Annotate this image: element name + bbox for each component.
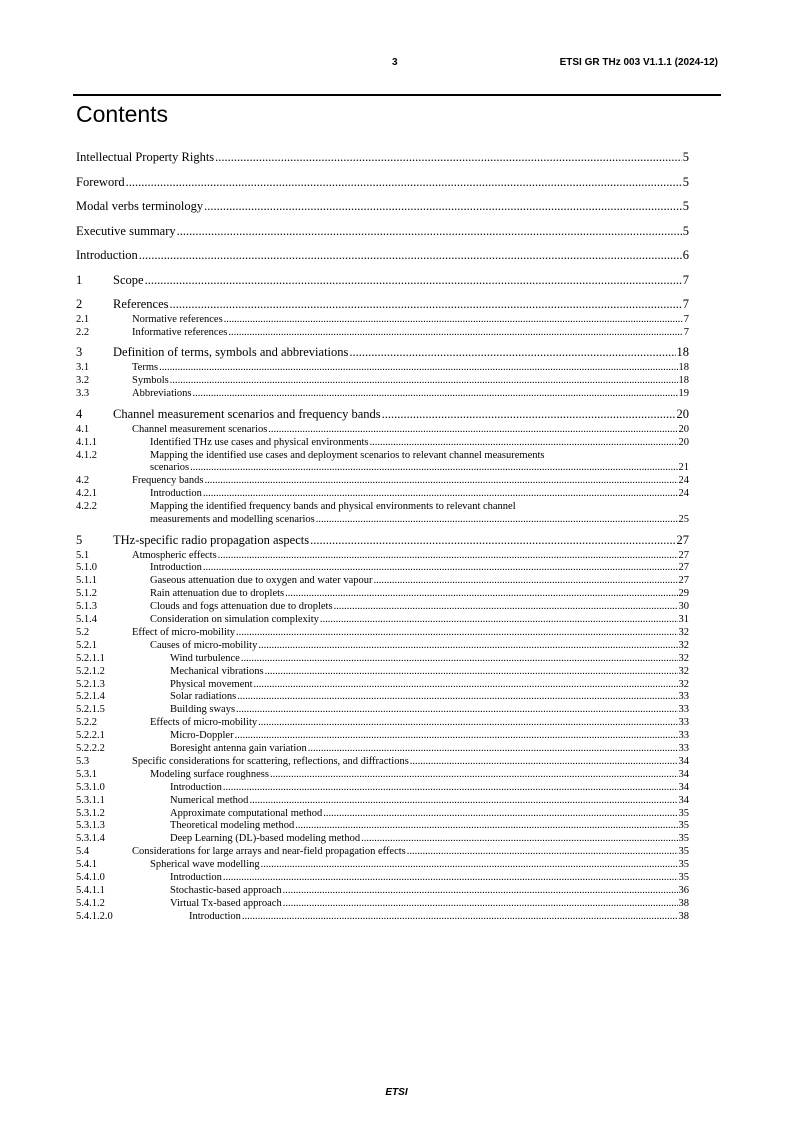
toc-entry-title: Modeling surface roughness	[150, 768, 269, 780]
toc-entry[interactable]	[76, 314, 689, 325]
toc-entry-page: 6	[682, 248, 689, 262]
toc-dot-leader	[283, 898, 678, 909]
toc-entry-number: 5.4.1.0	[76, 872, 105, 883]
header-page-number: 3	[392, 57, 398, 68]
toc-dot-leader	[268, 424, 677, 435]
toc-entry-number: 4.1.1	[76, 436, 97, 448]
toc-entry-title: Mechanical vibrations	[170, 665, 264, 677]
toc-entry-page: 20	[678, 423, 689, 435]
toc-entry-title: Numerical method	[170, 794, 249, 806]
toc-entry[interactable]	[76, 175, 689, 190]
toc-entry-title: Channel measurement scenarios and frequency bands	[113, 406, 381, 421]
toc-entry-number: 5.3.1.0	[76, 781, 105, 793]
toc-dot-leader	[126, 175, 682, 190]
toc-entry-title: Gaseous attenuation due to oxygen and water vapour	[150, 575, 373, 587]
toc-entry[interactable]	[76, 653, 689, 664]
toc-entry-page: 35	[678, 872, 689, 883]
toc-entry-number: 4	[76, 406, 83, 421]
toc-entry[interactable]	[76, 150, 689, 165]
toc-entry[interactable]	[76, 407, 689, 422]
table-of-contents	[76, 0, 689, 1122]
toc-entry-page: 27	[676, 532, 689, 547]
toc-entry-number: 5.1.1	[76, 575, 97, 587]
toc-entry-number: 5.1.4	[76, 614, 97, 625]
toc-entry[interactable]	[76, 614, 689, 625]
toc-entry-number: 5.4.1.2.0	[76, 910, 113, 922]
toc-entry[interactable]	[76, 273, 689, 288]
toc-entry-number: 5.4.1.1	[76, 884, 105, 896]
toc-dot-leader	[215, 150, 682, 165]
toc-entry-title: Identified THz use cases and physical environments	[150, 436, 369, 448]
toc-entry-title: Approximate computational method	[170, 807, 323, 819]
toc-entry-number: 5.2.1.3	[76, 678, 105, 690]
toc-dot-leader	[407, 846, 678, 857]
toc-entry-number: 5.2	[76, 626, 90, 638]
toc-dot-leader	[373, 575, 677, 586]
toc-entry-number: 3.2	[76, 375, 90, 387]
toc-entry-page: 19	[678, 388, 689, 400]
toc-entry-number: 5.2.1	[76, 639, 97, 651]
toc-entry-page: 33	[678, 691, 689, 703]
toc-entry-number: 5.1.2	[76, 588, 97, 600]
toc-dot-leader	[235, 730, 678, 741]
toc-dot-leader	[249, 795, 677, 806]
toc-dot-leader	[228, 327, 682, 338]
toc-entry[interactable]	[76, 388, 689, 399]
toc-entry[interactable]	[76, 627, 689, 638]
toc-entry-number: 3	[76, 345, 83, 360]
toc-entry-title: Symbols	[132, 375, 169, 387]
toc-entry-number: 5.2.2.1	[76, 730, 105, 742]
toc-entry-page: 32	[678, 678, 689, 690]
toc-entry-title: Micro-Doppler	[170, 730, 234, 742]
toc-dot-leader	[310, 533, 675, 548]
toc-entry-title: Effect of micro-mobility	[132, 626, 236, 638]
toc-entry-title: Consideration on simulation complexity	[150, 614, 319, 625]
toc-entry-number: 5.2.1.2	[76, 665, 105, 677]
toc-entry-page: 33	[678, 743, 689, 754]
toc-entry[interactable]	[76, 488, 689, 499]
toc-entry-number: 5.1.3	[76, 601, 97, 613]
toc-entry-title-continued: scenarios	[150, 462, 190, 474]
toc-dot-leader	[203, 562, 678, 573]
toc-entry-number: 5.4.1.2	[76, 897, 105, 909]
toc-entry-title: Virtual Tx-based approach	[170, 897, 282, 909]
toc-entry-title: Informative references	[132, 326, 228, 338]
toc-dot-leader	[237, 691, 677, 702]
toc-entry-title: Mapping the identified frequency bands and physical environments to relevant channel	[150, 501, 516, 513]
toc-entry[interactable]	[76, 820, 689, 831]
toc-entry-title: Frequency bands	[132, 475, 204, 487]
toc-entry-number: 5.3.1.3	[76, 820, 105, 832]
toc-entry-title: Executive summary	[76, 223, 176, 238]
header-document-id: ETSI GR THz 003 V1.1.1 (2024-12)	[559, 57, 718, 68]
toc-entry-title: Abbreviations	[132, 388, 192, 400]
toc-entry-title: Causes of micro-mobility	[150, 639, 258, 651]
toc-dot-leader	[254, 679, 678, 690]
toc-entry-page: 35	[678, 846, 689, 858]
toc-entry-page: 27	[678, 549, 689, 561]
toc-dot-leader	[334, 601, 678, 612]
toc-entry-number: 4.2.1	[76, 488, 97, 500]
toc-entry-number: 5.3.1.2	[76, 807, 105, 819]
toc-entry-title: Atmospheric effects	[132, 549, 217, 561]
toc-dot-leader	[242, 911, 678, 922]
toc-entry-continuation[interactable]	[76, 514, 689, 525]
toc-entry-title: Clouds and fogs attenuation due to droplets	[150, 601, 333, 613]
footer-publisher: ETSI	[385, 1087, 408, 1098]
toc-entry-title: Considerations for large arrays and near-field propagation effects	[132, 846, 406, 858]
toc-entry-page: 38	[678, 910, 689, 922]
toc-entry-title: Spherical wave modelling	[150, 859, 260, 871]
toc-entry[interactable]	[76, 859, 689, 870]
toc-dot-leader	[177, 224, 682, 239]
toc-entry-title: Intellectual Property Rights	[76, 150, 215, 164]
toc-dot-leader	[265, 666, 678, 677]
toc-entry[interactable]	[76, 795, 689, 806]
toc-dot-leader	[236, 627, 677, 638]
toc-entry-title: Introduction	[150, 488, 202, 500]
toc-entry[interactable]	[76, 248, 689, 263]
toc-entry[interactable]	[76, 679, 689, 690]
toc-entry-page: 27	[678, 562, 689, 574]
toc-dot-leader	[410, 756, 678, 767]
toc-entry-page: 7	[683, 326, 689, 338]
toc-entry-number: 4.2.2	[76, 501, 97, 513]
toc-entry-page: 7	[682, 272, 689, 287]
toc-entry[interactable]	[76, 575, 689, 586]
toc-dot-leader	[295, 820, 677, 831]
toc-entry-title-continued: measurements and modelling scenarios	[150, 514, 315, 525]
toc-dot-leader	[139, 248, 682, 263]
toc-entry-number: 3.1	[76, 362, 90, 374]
toc-entry-number: 2.1	[76, 314, 90, 325]
toc-dot-leader	[316, 514, 678, 525]
toc-entry-number: 5.2.2.2	[76, 743, 105, 754]
toc-dot-leader	[320, 614, 678, 625]
toc-entry-page: 18	[676, 345, 689, 360]
toc-entry[interactable]	[76, 846, 689, 857]
toc-entry-title: THz-specific radio propagation aspects	[113, 532, 310, 547]
toc-entry-title: Introduction	[189, 910, 241, 922]
toc-entry-number: 5.3.1.1	[76, 794, 105, 806]
toc-entry[interactable]	[76, 475, 689, 486]
toc-entry-number: 5.2.1.1	[76, 652, 105, 664]
toc-entry-page: 35	[678, 859, 689, 871]
toc-entry-page: 24	[678, 475, 689, 487]
toc-entry-page: 33	[678, 717, 689, 729]
toc-entry-page: 27	[678, 575, 689, 587]
toc-entry-page: 33	[678, 730, 689, 742]
toc-entry[interactable]	[76, 666, 689, 677]
toc-entry-number: 5.3.1.4	[76, 833, 105, 845]
toc-entry-page: 38	[678, 897, 689, 909]
toc-dot-leader	[170, 375, 678, 386]
toc-dot-leader	[223, 782, 678, 793]
toc-entry-number: 4.1.2	[76, 449, 97, 461]
toc-entry[interactable]	[76, 533, 689, 548]
toc-entry-page: 32	[678, 639, 689, 651]
toc-entry-number: 5.1.0	[76, 562, 97, 574]
toc-entry-number: 5.3.1	[76, 768, 97, 780]
toc-entry-number: 2	[76, 297, 83, 311]
toc-entry[interactable]	[76, 550, 689, 561]
toc-entry[interactable]	[76, 898, 689, 909]
toc-entry-page: 32	[678, 652, 689, 664]
toc-entry-title: Stochastic-based approach	[170, 884, 282, 896]
toc-dot-leader	[308, 743, 678, 754]
toc-entry[interactable]	[76, 450, 689, 461]
toc-entry-page: 7	[683, 314, 689, 325]
toc-entry-page: 5	[682, 223, 689, 238]
toc-entry-page: 5	[682, 150, 689, 164]
toc-dot-leader	[241, 653, 678, 664]
toc-dot-leader	[190, 462, 677, 473]
toc-entry-page: 34	[678, 794, 689, 806]
toc-entry[interactable]	[76, 327, 689, 338]
toc-entry-number: 5	[76, 532, 83, 547]
toc-entry-title: Channel measurement scenarios	[132, 423, 268, 435]
toc-entry[interactable]	[76, 730, 689, 741]
toc-entry[interactable]	[76, 562, 689, 573]
toc-dot-leader	[258, 717, 677, 728]
toc-dot-leader	[270, 769, 678, 780]
toc-dot-leader	[203, 488, 678, 499]
toc-entry-page: 34	[678, 781, 689, 793]
toc-entry-title: Boresight antenna gain variation	[170, 743, 307, 754]
toc-dot-leader	[204, 199, 682, 214]
toc-entry[interactable]	[76, 691, 689, 702]
toc-entry-title: Introduction	[170, 872, 222, 883]
toc-entry-page: 32	[678, 665, 689, 677]
toc-dot-leader	[323, 808, 677, 819]
toc-dot-leader	[218, 550, 678, 561]
toc-entry-page: 31	[678, 614, 689, 625]
toc-entry[interactable]	[76, 501, 689, 512]
toc-entry-number: 5.4	[76, 846, 90, 858]
toc-entry[interactable]	[76, 640, 689, 651]
toc-dot-leader	[159, 362, 677, 373]
toc-dot-leader	[370, 437, 678, 448]
toc-entry-title: Introduction	[76, 248, 138, 262]
toc-entry-page: 18	[678, 362, 689, 374]
toc-entry[interactable]	[76, 199, 689, 214]
toc-dot-leader	[258, 640, 677, 651]
toc-entry-page: 36	[678, 884, 689, 896]
toc-entry-title: References	[113, 297, 169, 311]
toc-entry-number: 5.2.2	[76, 717, 97, 729]
toc-entry-page: 33	[678, 704, 689, 716]
toc-dot-leader	[204, 475, 677, 486]
toc-dot-leader	[170, 297, 682, 312]
toc-entry-title: Normative references	[132, 314, 223, 325]
toc-entry-title: Introduction	[170, 781, 222, 793]
toc-entry[interactable]	[76, 782, 689, 793]
toc-entry-title: Rain attenuation due to droplets	[150, 588, 285, 600]
toc-entry-number: 5.2.1.4	[76, 691, 105, 703]
toc-entry-title: Effects of micro-mobility	[150, 717, 258, 729]
toc-dot-leader	[361, 833, 677, 844]
toc-entry-number: 4.2	[76, 475, 90, 487]
toc-entry[interactable]	[76, 885, 689, 896]
toc-entry-title: Modal verbs terminology	[76, 199, 204, 213]
toc-entry-title: Terms	[132, 362, 159, 374]
toc-entry[interactable]	[76, 437, 689, 448]
toc-entry[interactable]	[76, 704, 689, 715]
toc-entry[interactable]	[76, 375, 689, 386]
toc-entry[interactable]	[76, 872, 689, 883]
toc-entry-page: 7	[682, 297, 689, 311]
toc-dot-leader	[285, 588, 677, 599]
toc-entry[interactable]	[76, 362, 689, 373]
toc-entry-title: Specific considerations for scattering, reflections, and diffractions	[132, 755, 409, 767]
toc-entry-number: 4.1	[76, 423, 90, 435]
toc-dot-leader	[349, 345, 675, 360]
toc-entry-page: 24	[678, 488, 689, 500]
toc-entry-page: 20	[678, 436, 689, 448]
page-title: Contents	[76, 101, 169, 127]
toc-dot-leader	[236, 704, 677, 715]
toc-dot-leader	[382, 407, 676, 422]
toc-entry-page: 30	[678, 601, 689, 613]
toc-entry-number: 5.4.1	[76, 859, 97, 871]
toc-dot-leader	[193, 388, 678, 399]
toc-entry-page: 5	[682, 199, 689, 213]
toc-entry-page: 25	[678, 514, 689, 525]
toc-entry-title: Definition of terms, symbols and abbreviations	[113, 345, 349, 360]
toc-entry-page: 32	[678, 626, 689, 638]
toc-entry-page: 35	[678, 820, 689, 832]
toc-entry-number: 2.2	[76, 326, 90, 338]
toc-entry-number: 5.2.1.5	[76, 704, 105, 716]
toc-entry-title: Theoretical modeling method	[170, 820, 295, 832]
toc-entry[interactable]	[76, 297, 689, 312]
toc-entry-page: 34	[678, 768, 689, 780]
toc-entry[interactable]	[76, 345, 689, 360]
toc-entry[interactable]	[76, 808, 689, 819]
toc-dot-leader	[224, 314, 683, 325]
toc-entry[interactable]	[76, 911, 689, 922]
toc-entry[interactable]	[76, 833, 689, 844]
toc-entry[interactable]	[76, 717, 689, 728]
toc-entry-title: Wind turbulence	[170, 652, 240, 664]
toc-entry-number: 5.3	[76, 755, 90, 767]
toc-entry[interactable]	[76, 743, 689, 754]
toc-entry-title: Introduction	[150, 562, 202, 574]
toc-entry-page: 18	[678, 375, 689, 387]
toc-entry-title: Deep Learning (DL)-based modeling method	[170, 833, 361, 845]
toc-entry[interactable]	[76, 769, 689, 780]
toc-entry-title: Foreword	[76, 174, 125, 189]
toc-dot-leader	[145, 273, 682, 288]
toc-entry-page: 20	[676, 406, 689, 421]
toc-entry-title: Physical movement	[170, 678, 253, 690]
toc-entry[interactable]	[76, 424, 689, 435]
toc-entry[interactable]	[76, 588, 689, 599]
toc-entry-page: 34	[678, 755, 689, 767]
toc-dot-leader	[261, 859, 678, 870]
toc-entry-page: 35	[678, 807, 689, 819]
toc-entry[interactable]	[76, 224, 689, 239]
toc-entry-number: 1	[76, 272, 83, 287]
toc-entry-title: Solar radiations	[170, 691, 237, 703]
toc-entry-continuation[interactable]	[76, 462, 689, 473]
toc-entry-number: 3.3	[76, 388, 90, 400]
toc-entry-title: Scope	[113, 272, 144, 287]
toc-dot-leader	[223, 872, 678, 883]
toc-entry-page: 35	[678, 833, 689, 845]
toc-entry-page: 5	[682, 174, 689, 189]
toc-entry-title: Building sways	[170, 704, 236, 716]
toc-entry[interactable]	[76, 601, 689, 612]
toc-entry-title: Mapping the identified use cases and deployment scenarios to relevant channel measurements	[150, 449, 545, 461]
toc-dot-leader	[283, 885, 678, 896]
toc-entry-page: 29	[678, 588, 689, 600]
toc-entry-number: 5.1	[76, 549, 90, 561]
toc-entry-page: 21	[678, 462, 689, 474]
toc-entry[interactable]	[76, 756, 689, 767]
